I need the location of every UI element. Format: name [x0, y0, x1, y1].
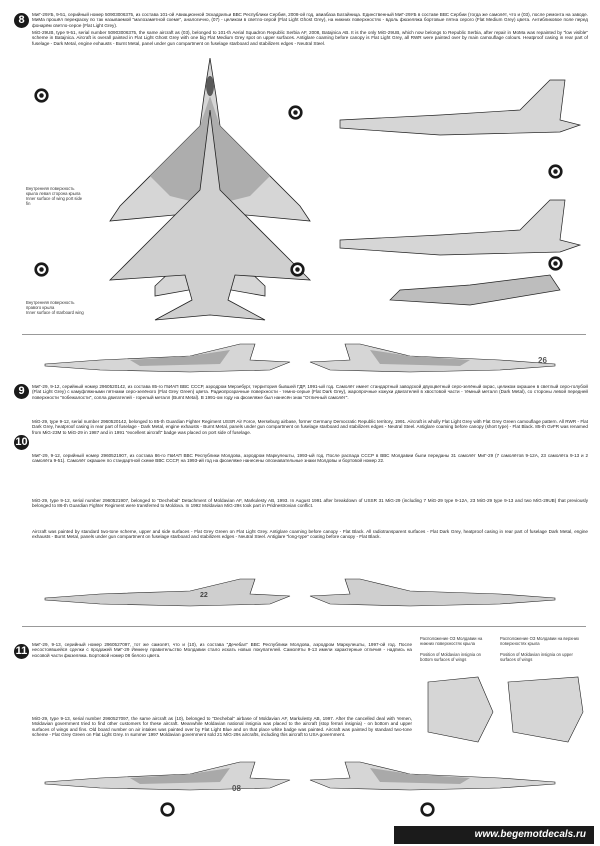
section-8-text-ru: МиГ-29УБ, 9-51, серийный номер 50903006375, из состава 101-ой Авиационной Эскадрильи ВВС Республики Сербия, 2008-ой год, авиабаза Батайница. Единственный МиГ-29УБ в составе ВВС Сербии (тогда же самолёт, что и (03), после ремонта на заводе. МиМа прошёл перекраску по так называемой "малозаметной схеме", аналогично, (07) - целиком в светло-серой (Flat Light Ghost Grey), на нижних поверхностях - вдоль фюзеляжа бортовые пятна серого (Flat Medium Grey) цвета. Антибликовое поле перед фонарём светло-серое (Flat Light Grey). [32, 12, 588, 28]
serbian-roundel [288, 105, 303, 120]
section-11-text-ru: МиГ-29, 9-13, серийный номер 2960527097, тот же самолёт, что и (10), из состава "Дечебал" ВВС Республики Молдова, аэродром Маркулешты, 1997-ой год. После несостоявшейся сделки с продажей МиГ-29 Йемену правительство Молдавии стало искать новых покупателей. Самолёты 9-13 имели характерные отличия - надпись на носовой части фюзеляжа. Бортовой номер 08 белого цвета. [32, 642, 412, 658]
section-9-text-en: MiG-29, type 9-12, serial number 2960520142, belonged to 85-th Guardian Fighter Regiment USSR Air Force, Merseburg airbase, former Germany Democratic Republic territory, 1991. Aircraft is wholly Flat Light Grey with Flat Grey Green camouflage pattern. All RWR - Flat Dark Grey, heatproof casing in rear part of fuselage - Dark Metal, engine exhausts - Burnt Metal, panels under gun compartment on fuselage starboard and stabilizers edges - Neutral Steel. Antiglare coaming before canopy (short type) - Flat Black. 85-th GvFR was renamed from MiG-23M to MiG-29 in 1987 and in 1991 "excellent aircraft" badge was placed on port side of fuselage. [32, 419, 588, 435]
mig29-s10-side-view-right [300, 574, 560, 614]
section-8-text-en: MiG-29UB, type 9-51, serial number 50903006375, the same aircraft as (03), belonged to 101-th Aerial Squadron Republic Serbia AF, 2008, Batajnica AB. It is the only MiG-29UB, which now belongs to Republic Serbia, after repair in MoMa was repainted by "low visible" scheme in Batajnica. Aircraft is overall painted in Flat Light Ghost Grey with one big Flat Medium Grey spot on upper surfaces. Antiglare coaming before canopy is Flat Light Grey, all RWR were painted over by main camouflage colours. Heatproof casing in rear part of fuselage - Dark Metal, engine exhausts - Burnt Metal, panel under gun compartment on fuselage starboard and stabilizers edges - Neutral Steel. [32, 30, 588, 46]
section-number-9: 9 [14, 384, 29, 399]
section-10-text-ru: МиГ-29, 9-12, серийный номер 2960521907, из состава 86-го ГвИАП ВВС Республики Молдова, аэродром Маркулешты, 1993-ый год. После распада СССР в ВВС Молдавии были переданы 31 самолёт МиГ-29 (7 самолётов 9-12А, 23 самолёта 9-13 и 2 самолёта 9-51). Самолёт окрашен по стандартной схеме ВВС СССР, на 1993-ий год на фюзеляже нанесены опознавательные знаки Молдовы и бортовой номер 22. [32, 453, 588, 464]
footer-banner [394, 826, 594, 844]
caption-s11-right-ru: Расположение ОЗ Молдавии на верхних поверхностях крыла [500, 636, 580, 646]
mig29-s11-wing-views [418, 672, 588, 752]
caption-s8-inset-en: Inner surface of wing port side fin [26, 196, 83, 206]
serbian-roundel [34, 88, 49, 103]
caption-s11-left-ru: Расположение ОЗ Молдавии на нижних поверхностях крыла [420, 636, 483, 646]
section-number-10: 10 [15, 436, 28, 448]
caption-s8-right-ru: Внутренняя поверхность правого крыла [26, 300, 75, 310]
section-divider [22, 626, 586, 627]
serbian-roundel [548, 164, 563, 179]
section-divider [22, 334, 586, 335]
mig29-s11-side-view-left [40, 756, 300, 800]
section-number-11: 11 [15, 645, 28, 657]
serbian-roundel [548, 256, 563, 271]
caption-s8-right-en: Inner surface of starboard wing [26, 310, 84, 315]
board-number-s11: 08 [232, 784, 241, 793]
section-9-text-ru: МиГ-29, 9-12, серийный номер 2960520142, из состава 85-го ГвИАП ВВС СССР, аэродром Мерзебург, территория бывшей ГДР, 1991-ый год. Самолёт имеет стандартный заводской двухцветный серо-зелёный окрас, целиком окрашен в светлый серо-голубой (Flat Light Grey) с камуфляжными пятнами серо-зелёного (Flat Grey Green) цвета. Радиопрозрачные поверхности - темно-серые (Flat Dark Grey), жаропрочные кожухи двигателей в хвостовой части - тёмный металл (Dark Metal), со стороны левой передней поверхности "побежалости", сопла двигателей - горелый металл (Burnt Metal). В 1991-ом году на фюзеляже был нанесён знак "Отличный самолёт". [32, 384, 588, 400]
mig29-side-view-right [300, 336, 560, 384]
serbian-roundel [290, 262, 305, 277]
section-number-8: 8 [14, 13, 29, 28]
caption-s11-right-en: Position of Moldavian insignia on upper surfaces of wings [500, 652, 573, 662]
section-10-text-en-b: Aircraft was painted by standard two-tone scheme, upper and side surfaces - Flat Grey Green on Flat Light Grey. Antiglare coaming before canopy - Flat Black. All radiotransparent surfaces - Flat Dark Grey, heatproof casing in rear part of fuselage Dark Metal, engine exhausts - Burnt Metal, panels under gun compartment on fuselage starboard and stabilizers edges - Neutral Steel. Antiglare "long-type" coating before canopy - Flat Black. [32, 529, 588, 540]
mig29-s11-side-view-right [300, 756, 560, 800]
moldavian-roundel [160, 802, 175, 817]
footer-url[interactable]: www.begemotdecals.ru [474, 829, 586, 840]
mig29ub-bottom-view [60, 170, 360, 330]
board-number-s10: 22 [200, 592, 208, 599]
mig29ub-side-view-right [320, 60, 590, 340]
moldavian-roundel [420, 802, 435, 817]
mig29-s10-side-view-left [40, 574, 300, 614]
section-11-text-en: MiG-29, type 9-13, serial number 2960527097, the same aircraft as (10), belonged to "Dechebal" airbase of Moldavian AF, Markulesty AB, 1997. After the cancelled deal with Yemen, Moldavian government tried to find other customers for these aircraft. Meanwhile Moldavian national insignia was placed to the aircraft (stop ferrari insignia) - on bottom and upper surfaces of wings and fins. Old board number on air intakes was painted over by Flat Light Blue and on that place white badge was painted. Aircraft was painted by standard two-tone scheme - Flat Grey Green on Flat Light Grey. In summer 1997 Moldavian government sold 21 MiG-29s aircrafts, including this aircraft to USA government. [32, 716, 412, 738]
section-10-text-en-a: MiG-29, type 9-12, serial number 2960521907, belonged to "Dechebal" Detachment of Moldavian AF, Markulesty AB, 1993. In August 1991 after breakdown of USSR 31 MiG-29 (including 7 MiG-29 type 9-12A, 23 MiG-29 type 9-13 and two MiG-29UB) that previously belonged to 86-th Guardian Fighter Regiment were transferred to Moldova. In 1992 Moldavian MiG-29s took part in Pridnestrovian conflict. [32, 498, 588, 509]
caption-s11-left-en: Position of Moldavian insignia on bottom surfaces of wings [420, 652, 481, 662]
mig29-side-view-left [40, 336, 300, 384]
caption-s8-inset-ru: Внутренняя поверхность крыла левая сторона крыла [26, 186, 81, 196]
serbian-roundel [34, 262, 49, 277]
board-number-s9: 26 [538, 356, 547, 365]
